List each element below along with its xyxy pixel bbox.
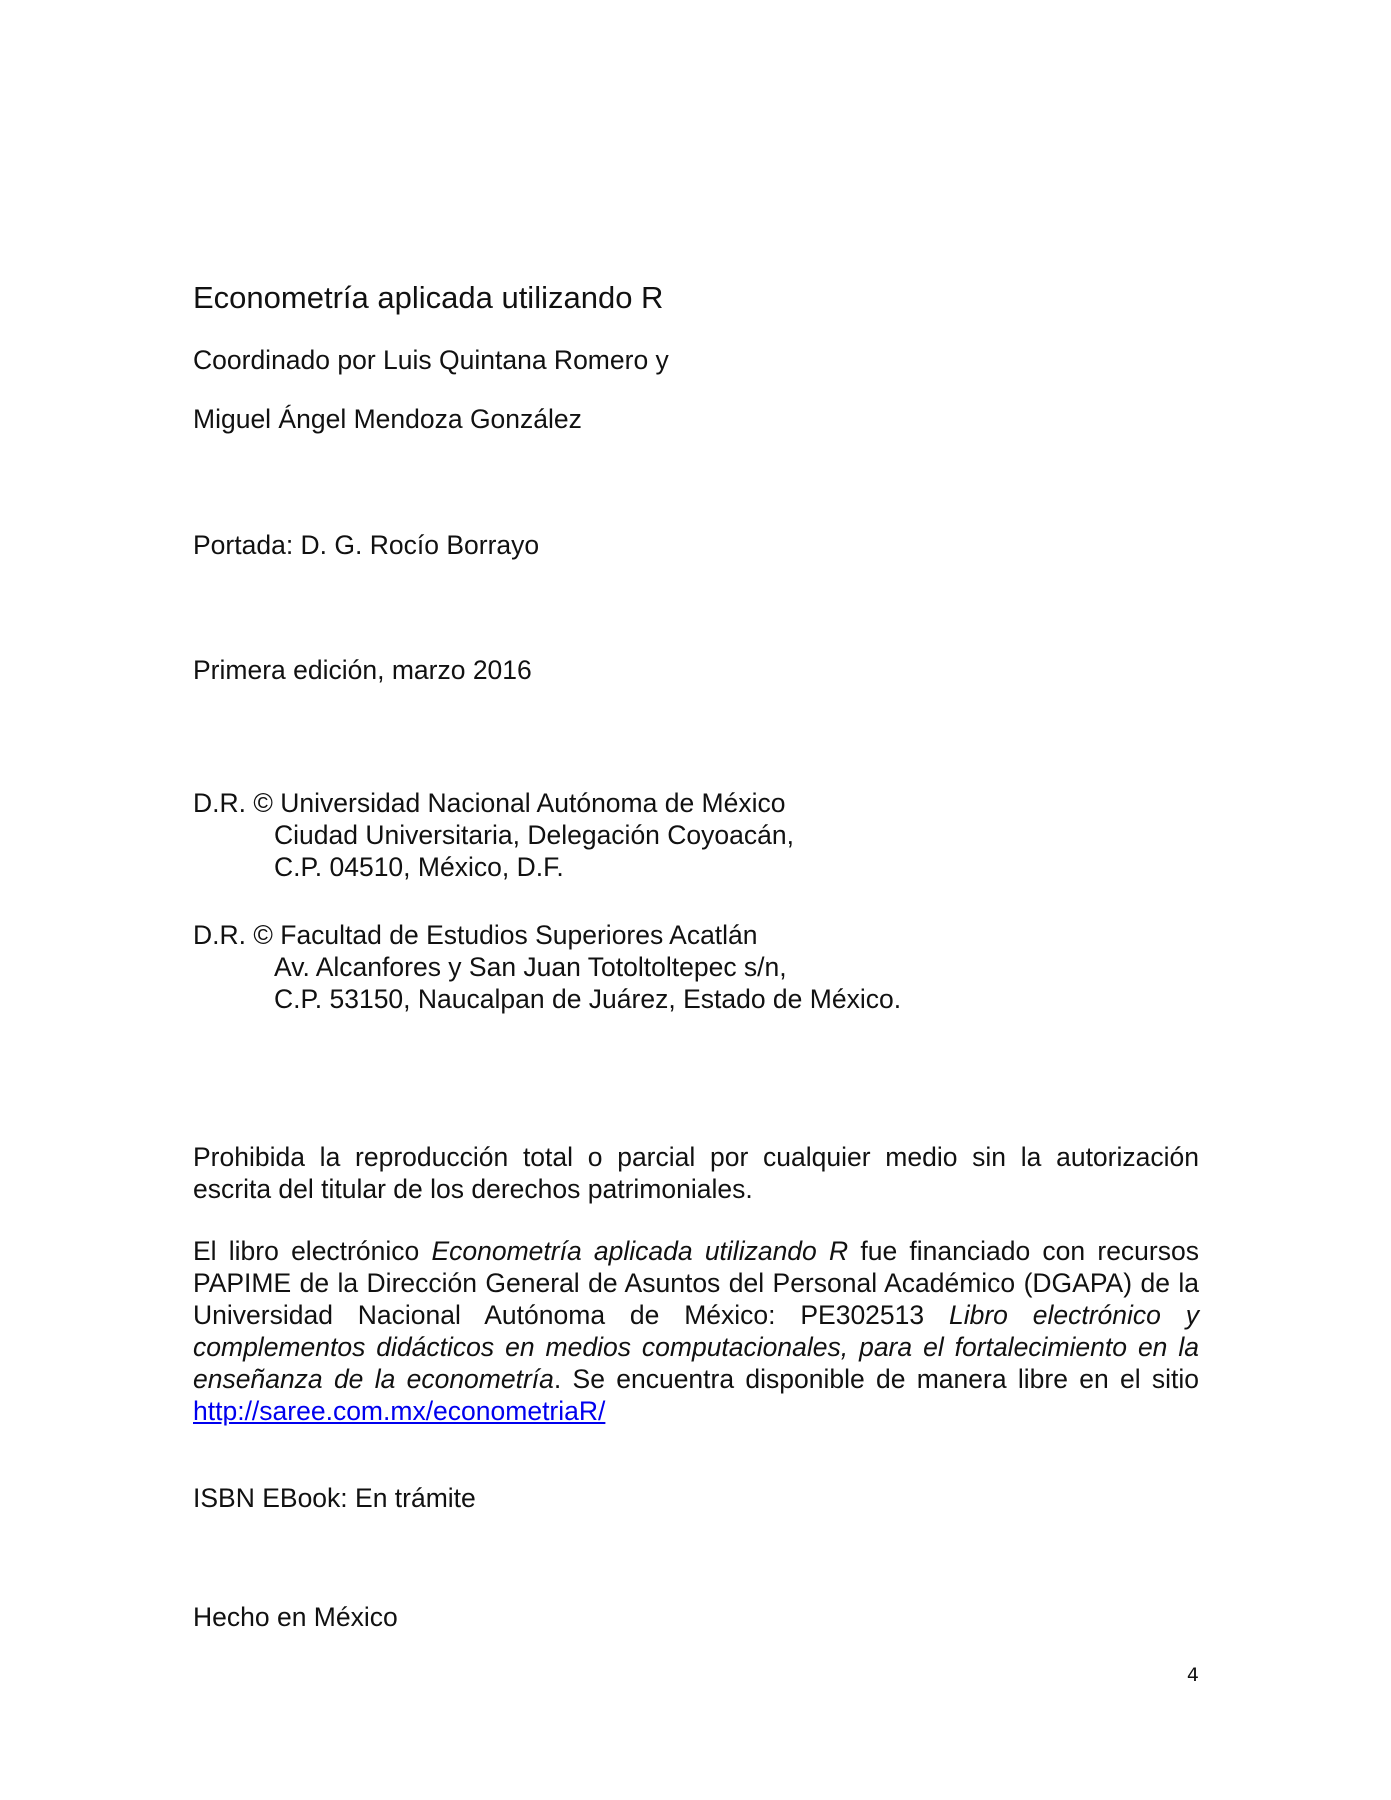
edition: Primera edición, marzo 2016 (193, 655, 532, 685)
rights-address: C.P. 53150, Naucalpan de Juárez, Estado de México. (274, 984, 902, 1014)
funding-text: El libro electrónico (193, 1236, 432, 1266)
funding-text: . Se encuentra disponible de manera libre en el sitio (553, 1364, 1199, 1394)
website-link[interactable]: http://saree.com.mx/econometriaR/ (193, 1396, 606, 1426)
prohibition-text: Prohibida la reproducción total o parcial por cualquier medio sin la autorización escrita del titular de los derechos patrimoniales. (193, 1142, 1199, 1204)
page-number: 4 (1186, 1664, 1199, 1686)
rights-address: Ciudad Universitaria, Delegación Coyoacán, (274, 820, 794, 850)
funding-book-title: Econometría aplicada utilizando R (431, 1236, 849, 1266)
coordinators-line-1: Coordinado por Luis Quintana Romero y (193, 345, 669, 375)
rights-unam (193, 787, 794, 883)
prohibition-notice (193, 1141, 1199, 1205)
rights-address: Av. Alcanfores y San Juan Totoltoltepec s/n, (274, 952, 787, 982)
coordinators-line-2: Miguel Ángel Mendoza González (193, 404, 582, 434)
funding-project-title: Libro electrónico y complementos didácticos en medios computacionales, para el fortalecimiento en la enseñanza de la econometría (193, 1300, 1199, 1394)
rights-address: C.P. 04510, México, D.F. (274, 852, 564, 882)
rights-holder: D.R. © Facultad de Estudios Superiores Acatlán (193, 920, 758, 950)
funding-text: fue financiado con recursos PAPIME de la Dirección General de Asuntos del Personal Académico (DGAPA) de la Universidad Nacional Autónoma de México: PE302513 (193, 1236, 1199, 1330)
rights-holder: D.R. © Universidad Nacional Autónoma de México (193, 788, 786, 818)
made-in: Hecho en México (193, 1602, 398, 1632)
book-title: Econometría aplicada utilizando R (193, 280, 664, 315)
funding-paragraph (193, 1235, 1199, 1427)
cover-credit: Portada: D. G. Rocío Borrayo (193, 530, 540, 560)
rights-fes-acatlan (193, 919, 901, 1015)
isbn: ISBN EBook: En trámite (193, 1483, 476, 1513)
